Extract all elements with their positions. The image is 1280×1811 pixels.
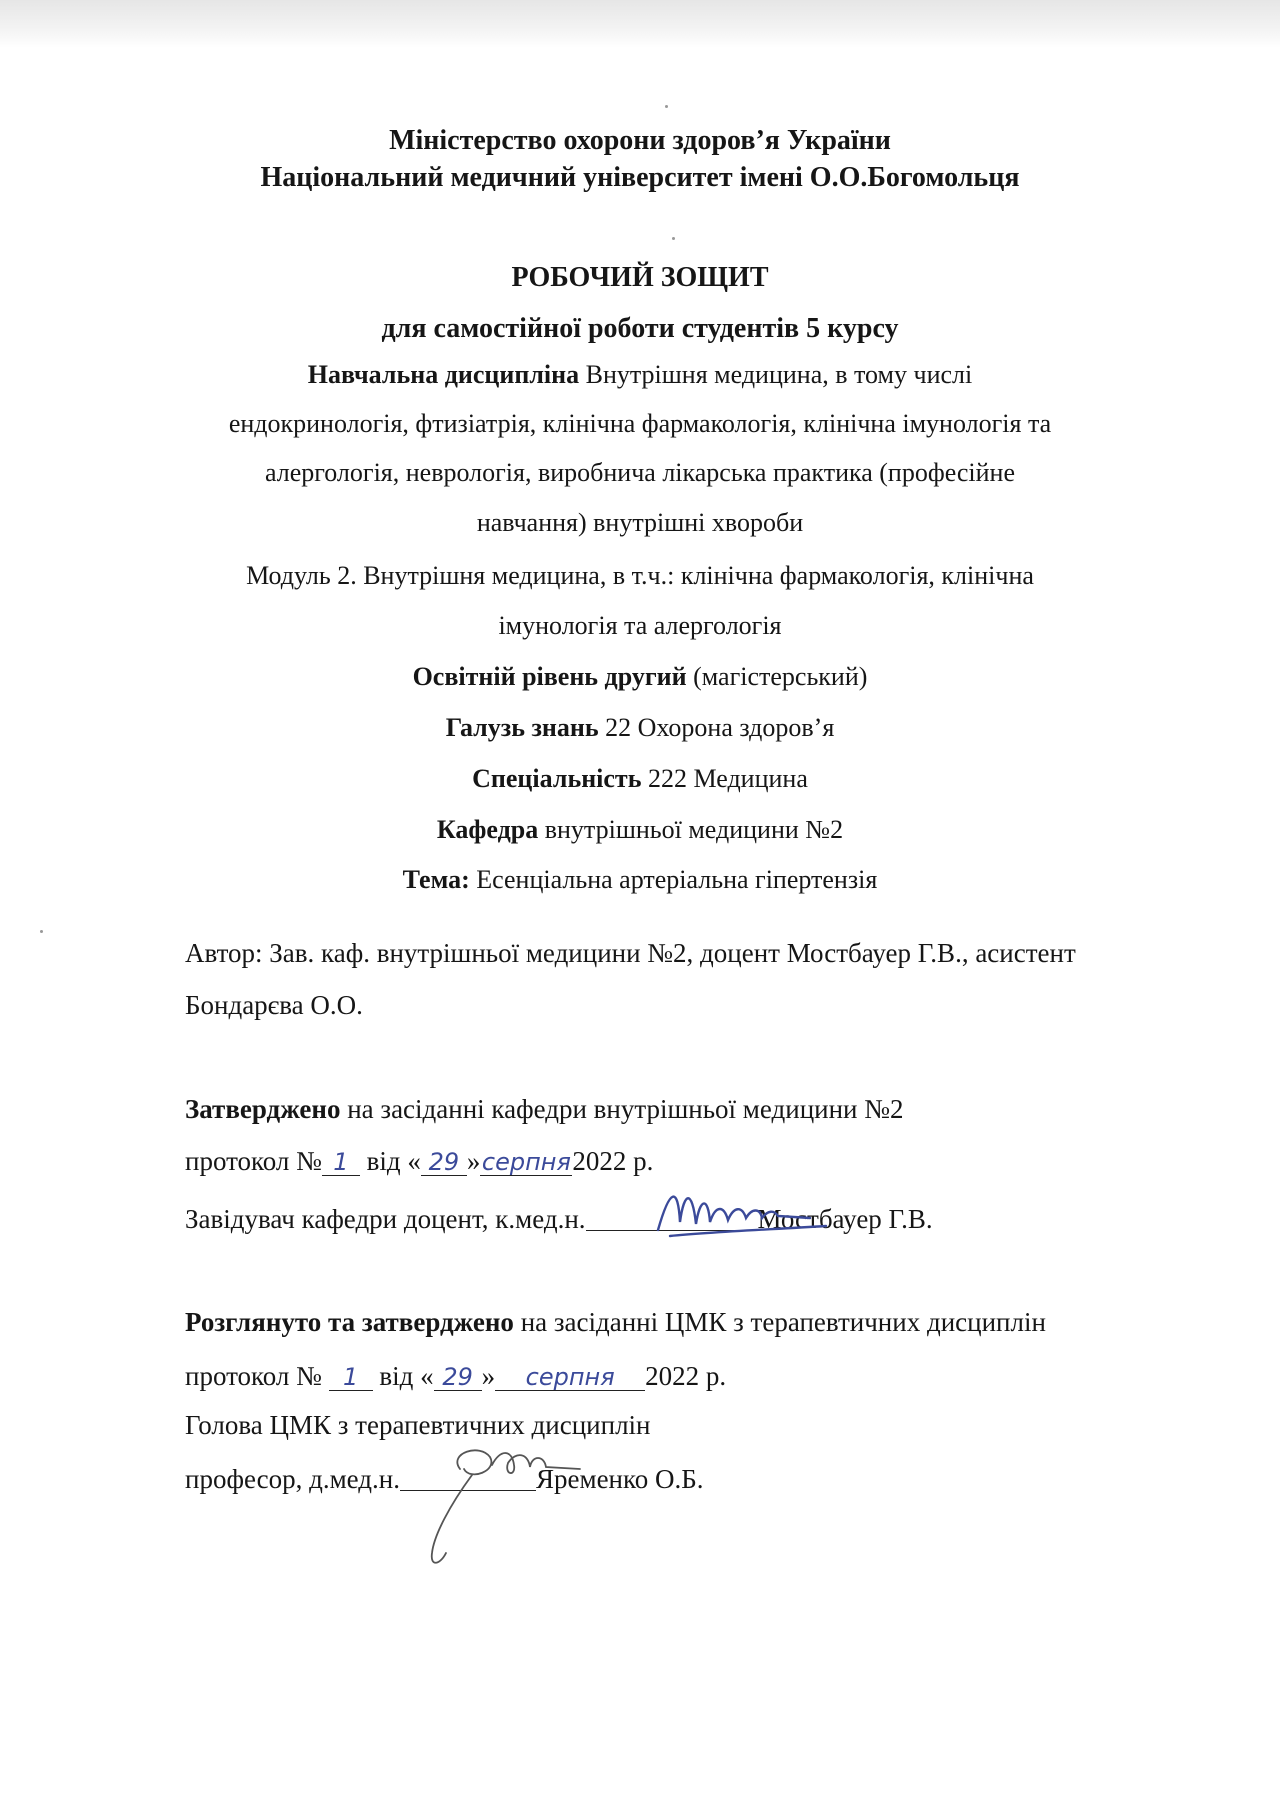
head-prefix: Завідувач кафедри доцент, к.мед.н. <box>185 1204 586 1234</box>
module-line-1: Модуль 2. Внутрішня медицина, в т.ч.: клінічна фармакологія, клінічна <box>246 561 1034 590</box>
discipline-line-1 <box>140 360 1140 390</box>
education-level-label: Освітній рівень другий <box>412 662 687 691</box>
signature-mostbauer <box>650 1178 840 1248</box>
field-value: 22 Охорона здоров’я <box>598 713 835 742</box>
author-line-1: Автор: Зав. каф. внутрішньої медицини №2, доцент Мостбауер Г.В., асистент <box>185 938 1076 968</box>
education-level-value: (магістерський) <box>686 662 868 691</box>
scan-speck <box>665 105 668 108</box>
protocol-month-handwritten: серпня <box>481 1148 571 1176</box>
approval2-head <box>185 1462 1195 1495</box>
approval1-protocol <box>185 1146 1195 1177</box>
topic <box>140 865 1140 895</box>
protocol-day-handwritten: 29 <box>428 1148 460 1176</box>
approval2-protocol <box>185 1361 1195 1392</box>
education-level <box>140 662 1140 692</box>
discipline-line-3: алергологія, неврологія, виробнича лікарська практика (професійне <box>264 458 1016 487</box>
signature-yaremenko <box>420 1435 600 1575</box>
protocol-prefix: протокол № <box>185 1146 322 1176</box>
department-value: внутрішньої медицини №2 <box>538 815 844 844</box>
specialty <box>140 764 1140 794</box>
university-heading: Національний медичний університет імені О.О.Богомольця <box>260 162 1020 193</box>
specialty-label: Спеціальність <box>472 764 642 793</box>
discipline-line-4: навчання) внутрішні хвороби <box>476 508 804 537</box>
approval2-label: Розглянуто та затверджено <box>185 1307 514 1337</box>
protocol-from: від « <box>359 1146 421 1176</box>
scan-speck <box>40 930 43 933</box>
approval2-text: на засіданні ЦМК з терапевтичних дисциплін <box>513 1307 1046 1337</box>
department <box>140 815 1140 845</box>
approval2-head-title: Голова ЦМК з терапевтичних дисциплін <box>185 1410 651 1440</box>
department-label: Кафедра <box>436 815 539 844</box>
author-line-2: Бондарєва О.О. <box>185 990 363 1020</box>
approval1-label: Затверджено <box>185 1094 341 1124</box>
head-prefix: професор, д.мед.н. <box>185 1464 400 1494</box>
scan-speck <box>672 237 675 240</box>
head-name: Яременко О.Б. <box>535 1464 704 1494</box>
protocol-close-quote: » <box>466 1146 481 1176</box>
topic-label: Тема: <box>402 865 470 894</box>
discipline-label: Навчальна дисципліна <box>307 360 580 389</box>
protocol-number-handwritten: 1 <box>333 1148 349 1176</box>
protocol-number-handwritten: 1 <box>343 1363 359 1391</box>
field-of-knowledge <box>140 713 1140 743</box>
protocol-from: від « <box>372 1361 434 1391</box>
approval2-line <box>185 1307 1195 1338</box>
document-title: РОБОЧИЙ ЗОЩИТ <box>511 262 769 293</box>
protocol-year: 2022 р. <box>572 1146 654 1176</box>
field-label: Галузь знань <box>445 713 599 742</box>
scan-top-shadow <box>0 0 1280 48</box>
discipline-line-2: ендокринологія, фтизіатрія, клінічна фармакологія, клінічна імунологія та <box>228 409 1052 438</box>
approval1-line <box>185 1094 1195 1125</box>
discipline-value: Внутрішня медицина, в тому числі <box>579 360 973 389</box>
protocol-month-handwritten: серпня <box>525 1363 615 1391</box>
specialty-value: 222 Медицина <box>641 764 808 793</box>
protocol-day-handwritten: 29 <box>442 1363 473 1391</box>
ministry-heading: Міністерство охорони здоров’я України <box>389 125 891 156</box>
document-subtitle: для самостійної роботи студентів 5 курсу <box>381 313 899 344</box>
approval1-text: на засіданні кафедри внутрішньої медицини №2 <box>340 1094 904 1124</box>
protocol-close-quote: » <box>481 1361 496 1391</box>
protocol-prefix: протокол № <box>185 1361 329 1391</box>
module-line-2: імунологія та алергологія <box>498 611 782 640</box>
topic-value: Есенціальна артеріальна гіпертензія <box>469 865 878 894</box>
protocol-year: 2022 р. <box>645 1361 727 1391</box>
head-name: Мостбауер Г.В. <box>757 1204 933 1234</box>
